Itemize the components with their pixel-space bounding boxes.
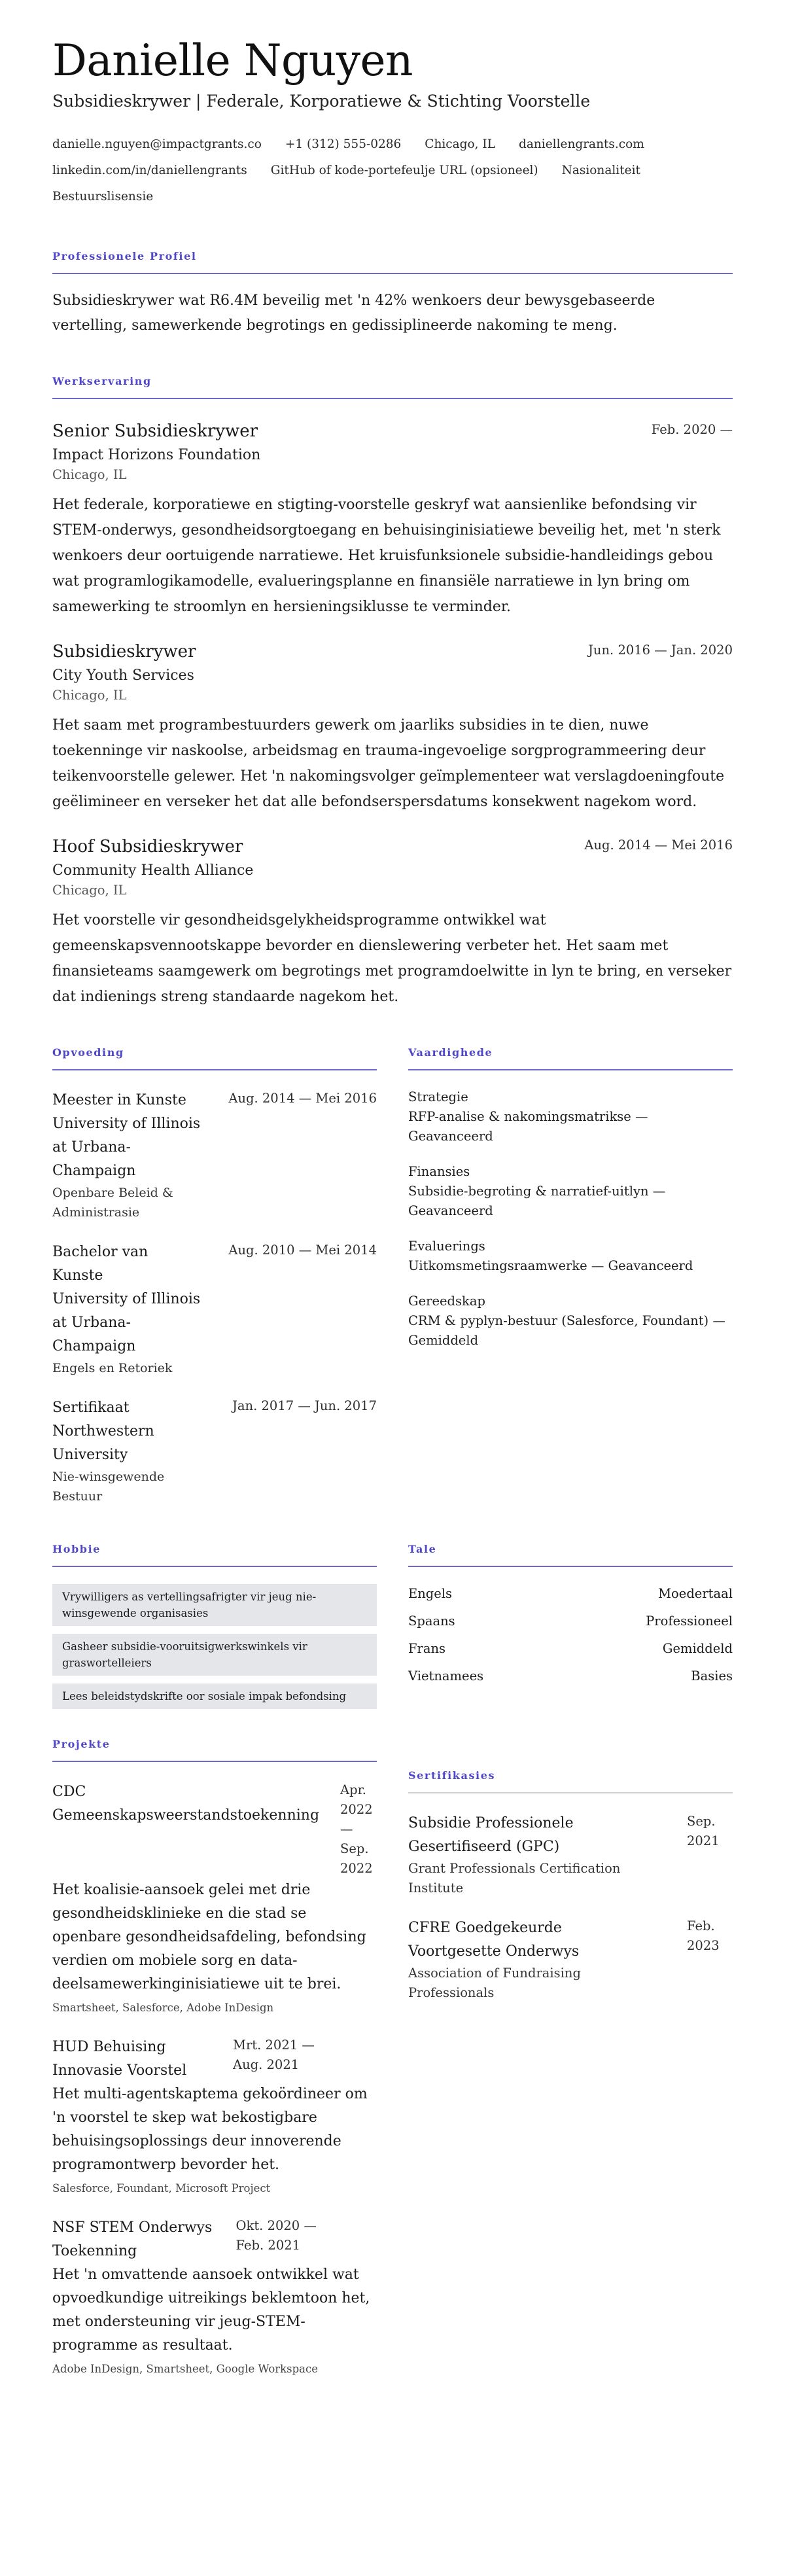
education-field: Nie-winsgewende Bestuur [52,1470,165,1504]
job-company: Impact Horizons Foundation [52,447,261,463]
experience-section [52,375,733,1010]
language-name: Spaans [408,1614,455,1629]
education-entry [52,1241,377,1378]
contact-phone[interactable]: +1 (312) 555-0286 [285,137,402,151]
job-location: Chicago, IL [52,467,127,482]
education-school: Northwestern University [52,1423,154,1463]
job-entry [52,420,733,620]
candidate-headline: Subsidieskrywer | Federale, Korporatiewe & Stichting Voorstelle [52,92,591,111]
skill-detail: CRM & pyplyn-bestuur (Salesforce, Foundant) — Gemiddeld [408,1313,725,1348]
job-date: Jun. 2016 — Jan. 2020 [588,643,733,658]
job-title: Senior Subsidieskrywer [52,421,258,441]
hobby-chip: Vrywilligers as vertellingsafrigter vir jeug nie-winsgewende organisasies [52,1584,377,1626]
job-company: Community Health Alliance [52,862,254,879]
education-heading: Opvoeding [52,1046,377,1070]
job-location: Chicago, IL [52,883,127,898]
profile-summary: Subsidieskrywer wat R6.4M beveilig met 'n 42% wenkoers deur bewysgebaseerde vertelling, samewerkende begrotings en gedissiplineerde nakoming te meng. [52,292,655,334]
skill-detail: Uitkomsmetingsraamwerke — Geavanceerd [408,1258,693,1273]
education-degree: Sertifikaat [52,1400,130,1416]
project-description: Het 'n omvattende aansoek ontwikkel wat opvoedkundige uitreikings beklemtoon het, met ondersteuning vir jeug-STEM-programme as resultaat. [52,2267,370,2354]
job-description: Het saam met programbestuurders gewerk om jaarliks subsidies in te dien, nuwe toekenninge vir naskoolse, arbeidsmag en trauma-ingevoelige sorgprogrammeering deur teikenvoorstelle gelewer. Het 'n nakomingsvolger geïmplementeer wat verslagdoeningfoute geëlimineer en verseker het dat alle befondserspersdatums konsekwent nagekom word. [52,717,725,810]
education-school: University of Illinois at Urbana-Champaign [52,1291,201,1354]
skill-category: Strategie [408,1089,468,1104]
contact-github[interactable]: GitHub of kode-portefeulje URL (opsioneel) [270,164,538,177]
job-entry [52,641,733,815]
project-entry [52,1780,377,2017]
skill-category: Gereedskap [408,1294,485,1309]
education-skills-row [52,1046,733,1506]
language-row [408,1667,733,1686]
certification-name: Subsidie Professionele Gesertifiseerd (GPC) [408,1815,574,1855]
hobby-chip: Lees beleidstydskrifte oor sosiale impak befondsing [52,1684,377,1709]
skill-item [408,1087,733,1146]
project-description: Het multi-agentskaptema gekoördineer om 'n voorstel te skep wat bekostigbare behuisingsoplossings deur innoverende programontwerp bevorder het. [52,2086,368,2173]
education-field: Engels en Retoriek [52,1361,173,1375]
resume-header [52,34,733,207]
education-entry [52,1089,377,1222]
education-section [52,1046,377,1506]
job-date: Aug. 2014 — Mei 2016 [584,838,733,853]
projects-certifications-row [52,1738,733,2378]
job-entry [52,836,733,1010]
contact-linkedin[interactable]: linkedin.com/in/daniellengrants [52,164,247,177]
language-name: Vietnamees [408,1668,484,1684]
job-title: Hoof Subsidieskrywer [52,837,243,856]
education-school: University of Illinois at Urbana-Champaign [52,1116,201,1179]
project-date: Okt. 2020 — Feb. 2021 [236,2218,317,2253]
skill-item [408,1162,733,1221]
hobby-chip: Gasheer subsidie-vooruitsigwerkswinkels vir graswortelleiers [52,1634,377,1676]
language-row [408,1584,733,1604]
candidate-name: Danielle Nguyen [52,35,413,86]
skill-item [408,1237,733,1276]
skills-section [408,1046,733,1506]
project-date: Mrt. 2021 — Aug. 2021 [233,2038,315,2072]
education-date: Aug. 2014 — Mei 2016 [228,1091,377,1106]
job-title: Subsidieskrywer [52,642,196,662]
experience-heading: Werkservaring [52,375,733,399]
certification-issuer: Grant Professionals Certification Institute [408,1861,621,1896]
languages-heading: Tale [408,1543,733,1567]
language-level: Professioneel [646,1614,733,1629]
language-row [408,1639,733,1659]
project-tech: Adobe InDesign, Smartsheet, Google Workspace [52,2363,319,2375]
certification-name: CFRE Goedgekeurde Voortgesette Onderwys [408,1920,580,1960]
job-location: Chicago, IL [52,688,127,703]
education-field: Openbare Beleid & Administrasie [52,1186,173,1220]
job-description: Het voorstelle vir gesondheidsgelykheidsprogramme ontwikkel wat gemeenskapsvennootskappe bevorder en dienslewering verbeter het. Het saam met finansieteams saamgewerk om begrotings met programdoelwitte in lyn te bring, en verseker dat indienings streng standaarde nagekom het. [52,912,732,1005]
profile-section [52,250,733,338]
certifications-section [408,1738,733,2378]
contact-website[interactable]: daniellengrants.com [519,137,644,151]
project-date: Apr. 2022 — Sep. 2022 [340,1782,373,1876]
project-tech: Salesforce, Foundant, Microsoft Project [52,2182,271,2195]
job-description: Het federale, korporatiewe en stigting-voorstelle geskryf wat aansienlike befondsing vir STEM-onderwys, gesondheidsorgtoegang en behuisinginisiatiewe beveilig het, met 'n sterk wenkoers deur oortuigende narratiewe. Het kruisfunksionele subsidie-handleidings gebou wat programlogikamodelle, evalueringsplanne en finansiële narratiewe in lyn bring om samewerking te stroomlyn en hersieningsiklusse te verminder. [52,497,721,615]
skill-item [408,1292,733,1350]
certification-issuer: Association of Fundraising Professionals [408,1966,581,2000]
education-degree: Bachelor van Kunste [52,1244,148,1284]
language-name: Frans [408,1641,446,1656]
skill-detail: RFP-analise & nakomingsmatrikse — Geavanceerd [408,1109,648,1144]
project-description: Het koalisie-aansoek gelei met drie gesondheidsklinieke en die stad se openbare gesondheidsafdeling, befondsing verdien om mobiele sorg en data-deelsamewerkinginisiatiewe uit te brei. [52,1882,366,1992]
contact-license: Bestuurslisensie [52,190,154,203]
job-company: City Youth Services [52,667,194,684]
project-title: CDC Gemeenskapsweerstandstoekenning [52,1784,320,1824]
language-level: Moedertaal [658,1586,733,1601]
education-date: Aug. 2010 — Mei 2014 [228,1243,377,1258]
hobbies-section [52,1543,377,1709]
contact-location: Chicago, IL [425,137,496,151]
certification-date: Feb. 2023 [687,1918,720,1953]
language-level: Basies [691,1668,733,1684]
project-title: NSF STEM Onderwys Toekenning [52,2219,213,2259]
language-level: Gemiddeld [662,1641,733,1656]
projects-section [52,1738,377,2378]
contact-email[interactable]: danielle.nguyen@impactgrants.co [52,137,262,151]
project-tech: Smartsheet, Salesforce, Adobe InDesign [52,2002,274,2014]
certification-date: Sep. 2021 [687,1814,720,1848]
contact-nationality: Nasionaliteit [561,164,640,177]
languages-section [408,1543,733,1709]
education-entry [52,1396,377,1506]
projects-heading: Projekte [52,1738,377,1762]
language-name: Engels [408,1586,453,1601]
skill-category: Finansies [408,1164,470,1179]
skill-category: Evaluerings [408,1239,485,1254]
contact-list [52,135,733,207]
project-title: HUD Behuising Innovasie Voorstel [52,2039,187,2079]
hobbies-heading: Hobbie [52,1543,377,1567]
profile-heading: Professionele Profiel [52,250,733,274]
language-row [408,1612,733,1631]
education-date: Jan. 2017 — Jun. 2017 [232,1398,377,1413]
certifications-heading: Sertifikasies [408,1769,733,1793]
skill-detail: Subsidie-begroting & narratief-uitlyn — Geavanceerd [408,1184,666,1218]
project-entry [52,2216,377,2378]
certification-entry [408,1916,733,2003]
hobbies-languages-row [52,1543,733,1709]
job-date: Feb. 2020 — [651,422,733,437]
education-degree: Meester in Kunste [52,1092,186,1108]
skills-heading: Vaardighede [408,1046,733,1070]
project-entry [52,2036,377,2198]
certification-entry [408,1812,733,1898]
